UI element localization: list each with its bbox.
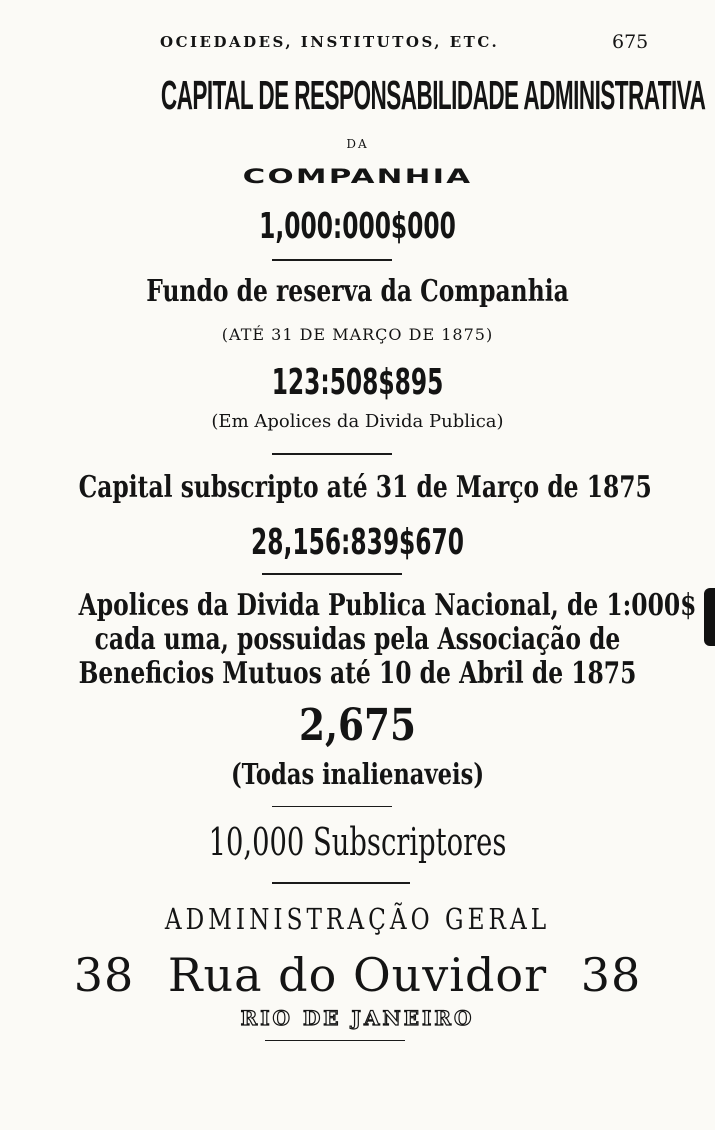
reserve-date: (ATÉ 31 DE MARÇO DE 1875): [221, 325, 494, 344]
subscribed-amount: 28,156:839$670: [251, 522, 464, 563]
bonds-line-2: cada uma, possuidas pela Associação de: [94, 622, 621, 657]
administration-heading: ADMINISTRAÇÃO GERAL: [164, 902, 551, 936]
subscribers-count: 10,000 Subscriptores: [208, 820, 507, 864]
divider: [265, 1040, 405, 1041]
bonds-line-1: Apolices da Divida Publica Nacional, de 1:000$: [78, 588, 697, 623]
headline: CAPITAL DE RESPONSABILIDADE ADMINISTRATIVA: [160, 72, 706, 118]
city-name: RIO DE JANEIRO: [240, 1006, 475, 1030]
bonds-line-3: Beneficios Mutuos até 10 de Abril de 1875: [78, 656, 637, 691]
companhia-label: COMPANHIA: [242, 164, 473, 189]
address-line: [0, 948, 715, 1002]
divider: [272, 259, 392, 261]
da-label: DA: [346, 137, 369, 151]
address-street: Rua do Ouvidor: [167, 948, 548, 1002]
subscribed-title: Capital subscripto até 31 de Março de 1875: [78, 470, 652, 505]
divider: [262, 573, 402, 575]
capital-amount: 1,000:000$000: [259, 206, 456, 247]
reserve-amount: 123:508$895: [271, 362, 444, 403]
running-title: OCIEDADES, INSTITUTOS, ETC.: [160, 33, 500, 51]
divider: [272, 453, 392, 455]
divider: [272, 806, 392, 807]
page-edge-tab: [704, 588, 715, 646]
reserve-title: Fundo de reserva da Companhia: [146, 274, 569, 309]
reserve-note: (Em Apolices da Divida Publica): [211, 411, 504, 432]
divider: [272, 882, 410, 884]
bonds-note: (Todas inalienaveis): [230, 757, 485, 791]
address-number-right: 38: [580, 948, 642, 1002]
page-number: 675: [612, 31, 649, 53]
address-number-left: 38: [73, 948, 135, 1002]
bonds-count: 2,675: [298, 700, 417, 751]
